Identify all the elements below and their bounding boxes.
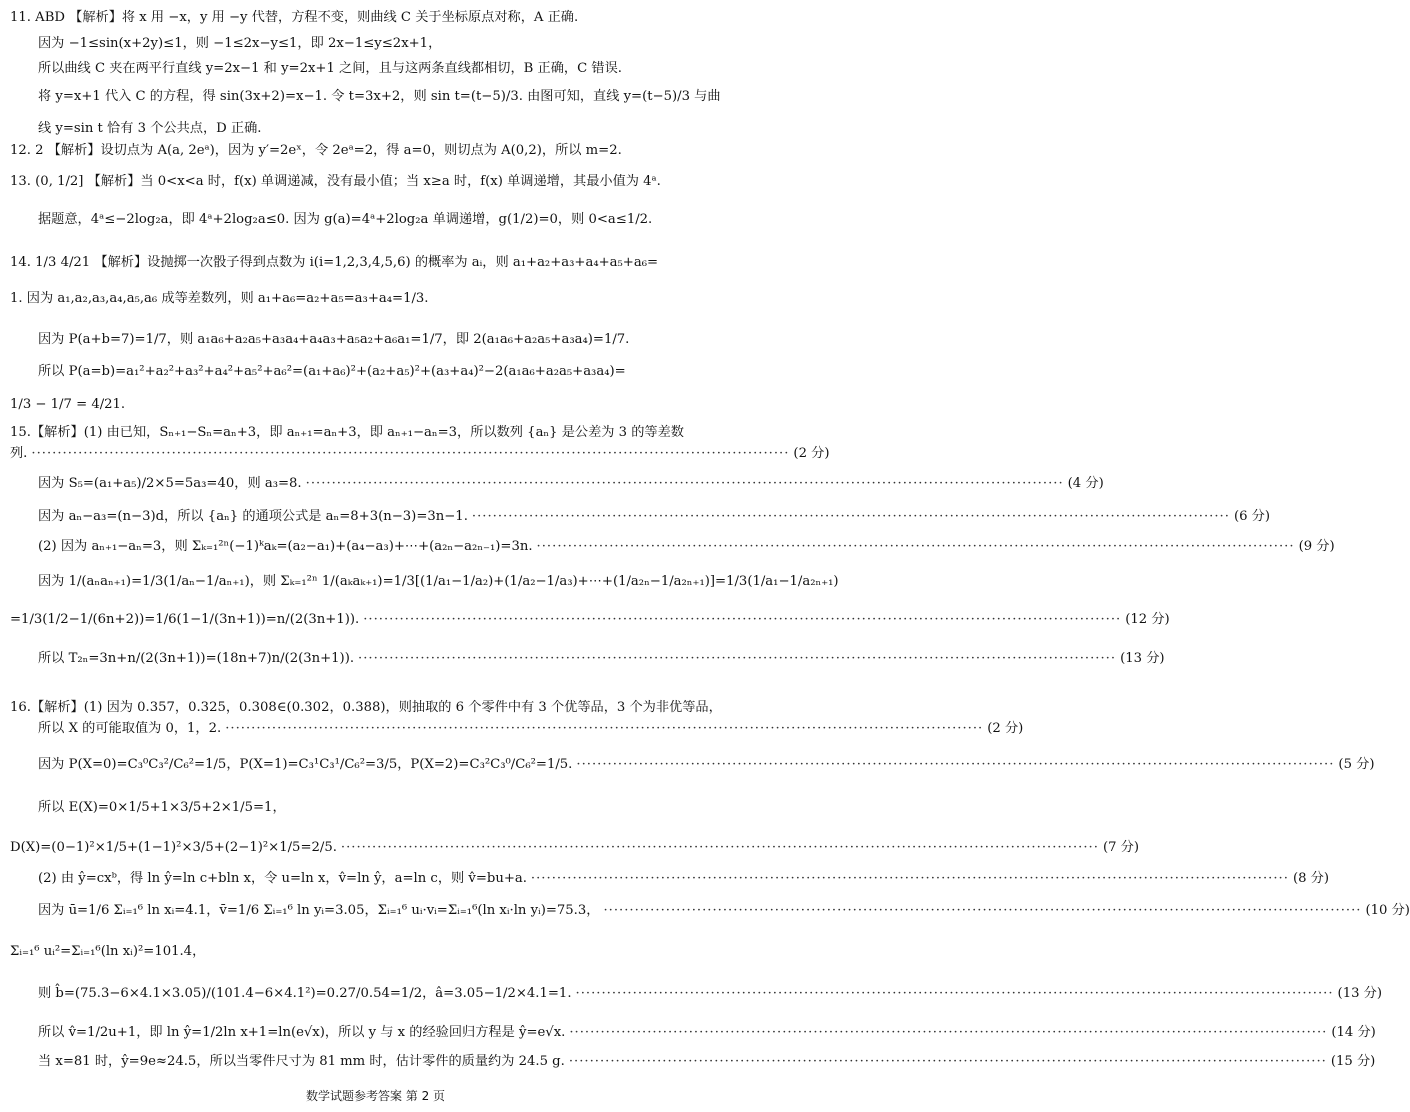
solution-line (38, 1054, 1376, 1070)
solution-text: D(X)=(0−1)²×1/5+(1−1)²×3/5+(2−1)²×1/5=2/5. (10, 840, 337, 855)
solution-line (10, 291, 741, 307)
solution-text: 线 y=sin t 恰有 3 个公共点，D 正确. (38, 121, 262, 136)
solution-text: 15.【解析】(1) 由已知，Sₙ₊₁−Sₙ=aₙ+3，即 aₙ₊₁=aₙ+3，即 aₙ₊₁−aₙ=3，所以数列 {aₙ} 是公差为 3 的等差数 (10, 425, 684, 440)
score-label: (4 分) (1067, 476, 1104, 491)
dot-leader (572, 757, 1338, 773)
dot-leader (527, 871, 1293, 887)
dot-leader (359, 612, 1125, 628)
solution-line (10, 143, 741, 159)
solution-text: (2) 因为 aₙ₊₁−aₙ=3，则 Σₖ₌₁²ⁿ(−1)ᵏaₖ=(a₂−a₁)+(a₄−a₃)+⋯+(a₂ₙ−a₂ₙ₋₁)=3n. (38, 539, 533, 554)
solution-text: 14. 1/3 4/21 【解析】设抛掷一次骰子得到点数为 i(i=1,2,3,4,5,6) 的概率为 aᵢ，则 a₁+a₂+a₃+a₄+a₅+a₆= (10, 255, 659, 270)
score-label: (13 分) (1337, 986, 1382, 1001)
solution-text: 所以 v̂=1/2u+1，即 ln ŷ=1/2ln x+1=ln(e√x)，所以 y 与 x 的经验回归方程是 ŷ=e√x. (38, 1025, 566, 1040)
dot-leader (599, 903, 1365, 919)
solution-text: 当 x=81 时，ŷ=9e≈24.5，所以当零件尺寸为 81 mm 时，估计零件的质量约为 24.5 g. (38, 1054, 565, 1069)
solution-text: 所以 T₂ₙ=3n+n/(2(3n+1))=(18n+7)n/(2(3n+1)). (38, 651, 355, 666)
solution-line (38, 89, 741, 105)
solution-line (10, 174, 741, 190)
solution-text: 因为 P(X=0)=C₃⁰C₃²/C₆²=1/5，P(X=1)=C₃¹C₃¹/C₆²=3/5，P(X=2)=C₃²C₃⁰/C₆²=1/5. (38, 757, 573, 772)
solution-text: Σᵢ₌₁⁶ uᵢ²=Σᵢ₌₁⁶(ln xᵢ)²=101.4， (10, 944, 206, 959)
dot-leader (354, 651, 1120, 667)
solution-line (38, 651, 1165, 667)
score-label: (9 分) (1298, 539, 1335, 554)
solution-text: 13. (0, 1/2] 【解析】当 0<x<a 时，f(x) 单调递减，没有最小值；当 x≥a 时，f(x) 单调递增，其最小值为 4ᵃ. (10, 174, 661, 189)
score-label: (15 分) (1330, 1054, 1376, 1069)
score-label: (14 分) (1331, 1025, 1376, 1040)
solution-text: 因为 S₅=(a₁+a₅)/2×5=5a₃=40，则 a₃=8. (38, 476, 302, 491)
solution-line (10, 255, 741, 271)
solution-line (38, 121, 741, 137)
score-label: (7 分) (1102, 840, 1139, 855)
solution-text: 所以 P(a=b)=a₁²+a₂²+a₃²+a₄²+a₅²+a₆²=(a₁+a₆)²+(a₂+a₅)²+(a₃+a₄)²−2(a₁a₆+a₂a₅+a₃a₄)= (38, 364, 626, 379)
solution-line (38, 61, 741, 77)
dot-leader (565, 1025, 1331, 1041)
solution-text: 所以 X 的可能取值为 0，1，2. (38, 721, 222, 736)
solution-line (10, 446, 830, 462)
solution-line (10, 425, 741, 441)
solution-text: 因为 1/(aₙaₙ₊₁)=1/3(1/aₙ−1/aₙ₊₁)，则 Σₖ₌₁²ⁿ 1/(aₖaₖ₊₁)=1/3[(1/a₁−1/a₂)+(1/a₂−1/a₃)+⋯+(1/a₂ₙ−1/a₂ₙ₊₁)]=1/3(1/a₁−1/a₂ₙ₊₁) (38, 574, 839, 589)
score-label: (5 分) (1338, 757, 1375, 772)
dot-leader (565, 1054, 1331, 1070)
solution-text: 所以 E(X)=0×1/5+1×3/5+2×1/5=1， (38, 800, 286, 815)
solution-text: 因为 P(a+b=7)=1/7，则 a₁a₆+a₂a₅+a₃a₄+a₄a₃+a₅a₂+a₆a₁=1/7，即 2(a₁a₆+a₂a₅+a₃a₄)=1/7. (38, 332, 630, 347)
score-label: (2 分) (987, 721, 1024, 736)
score-label: (8 分) (1292, 871, 1330, 886)
dot-leader (468, 509, 1234, 525)
solution-line (38, 800, 741, 816)
score-label: (2 分) (793, 446, 830, 461)
solution-line (10, 397, 741, 413)
solution-text: 11. ABD 【解析】将 x 用 −x，y 用 −y 代替，方程不变，则曲线 C 关于坐标原点对称，A 正确. (10, 10, 579, 25)
page-footer: 数学试题参考答案 第 2 页 (305, 1089, 446, 1103)
dot-leader (337, 840, 1103, 856)
solution-line (38, 212, 741, 228)
solution-line (38, 1025, 1376, 1041)
solution-line (38, 871, 1330, 887)
score-label: (12 分) (1125, 612, 1170, 627)
solution-text: 因为 ū=1/6 Σᵢ₌₁⁶ ln xᵢ=4.1，v̄=1/6 Σᵢ₌₁⁶ ln yᵢ=3.05，Σᵢ₌₁⁶ uᵢ·vᵢ=Σᵢ₌₁⁶(ln xᵢ·ln yᵢ)=75.3， (38, 903, 600, 918)
solution-line (38, 332, 741, 348)
dot-leader (572, 986, 1338, 1002)
solution-text: 将 y=x+1 代入 C 的方程，得 sin(3x+2)=x−1. 令 t=3x+2，则 sin t=(t−5)/3. 由图可知，直线 y=(t−5)/3 与曲 (38, 89, 721, 104)
solution-line (38, 757, 1375, 773)
dot-leader (221, 721, 987, 737)
solution-text: 因为 −1≤sin(x+2y)≤1，则 −1≤2x−y≤1，即 2x−1≤y≤2x+1， (38, 36, 442, 51)
dot-leader (533, 539, 1299, 555)
solution-line (38, 721, 1024, 737)
solution-line (10, 700, 741, 716)
score-label: (6 分) (1233, 509, 1270, 524)
solution-line (38, 574, 839, 590)
solution-line (10, 612, 1170, 628)
solution-line (38, 903, 1410, 919)
solution-line (38, 509, 1270, 525)
solution-text: 1. 因为 a₁,a₂,a₃,a₄,a₅,a₆ 成等差数列，则 a₁+a₆=a₂+a₅=a₃+a₄=1/3. (10, 291, 429, 306)
solution-text: 因为 aₙ−a₃=(n−3)d，所以 {aₙ} 的通项公式是 aₙ=8+3(n−3)=3n−1. (38, 509, 468, 524)
solution-line (38, 36, 741, 52)
solution-text: =1/3(1/2−1/(6n+2))=1/6(1−1/(3n+1))=n/(2(3n+1)). (10, 612, 360, 627)
score-label: (10 分) (1365, 903, 1410, 918)
solution-line (38, 476, 1104, 492)
solution-line (10, 10, 741, 26)
solution-text: 16.【解析】(1) 因为 0.357，0.325，0.308∈(0.302，0.388)，则抽取的 6 个零件中有 3 个优等品，3 个为非优等品， (10, 700, 722, 715)
solution-text: 列. (10, 446, 28, 461)
solution-line (38, 364, 741, 380)
solution-text: 12. 2 【解析】设切点为 A(a, 2eᵃ)，因为 y′=2eˣ，令 2eᵃ=2，得 a=0，则切点为 A(0,2)，所以 m=2. (10, 143, 622, 158)
dot-leader (302, 476, 1068, 492)
solution-line (10, 944, 741, 960)
solution-line (38, 986, 1382, 1002)
solution-text: 所以曲线 C 夹在两平行直线 y=2x−1 和 y=2x+1 之间，且与这两条直线都相切，B 正确，C 错误. (38, 61, 622, 76)
score-label: (13 分) (1120, 651, 1165, 666)
solution-text: 1/3 − 1/7 = 4/21. (10, 397, 126, 412)
dot-leader (27, 446, 793, 462)
solution-line (38, 539, 1335, 555)
solution-text: 据题意，4ᵃ≤−2log₂a，即 4ᵃ+2log₂a≤0. 因为 g(a)=4ᵃ+2log₂a 单调递增，g(1/2)=0，则 0<a≤1/2. (38, 212, 653, 227)
solution-text: 则 b̂=(75.3−6×4.1×3.05)/(101.4−6×4.1²)=0.27/0.54=1/2，â=3.05−1/2×4.1=1. (38, 986, 572, 1001)
solution-text: (2) 由 ŷ=cxᵇ，得 ln ŷ=ln c+bln x，令 u=ln x，v̂=ln ŷ，a=ln c，则 v̂=bu+a. (38, 871, 527, 886)
solution-line (10, 840, 1139, 856)
